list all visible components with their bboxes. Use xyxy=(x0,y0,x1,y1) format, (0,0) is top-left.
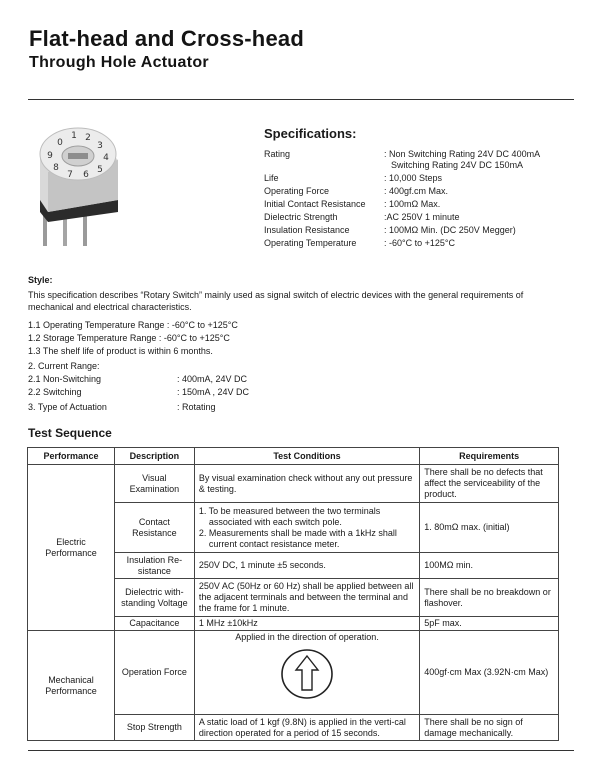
dial-digit: 2 xyxy=(85,133,91,143)
requirement-cell: 100MΩ min. xyxy=(420,553,559,579)
condition-text: Applied in the direction of operation. xyxy=(235,632,379,642)
requirement-cell: There shall be no sign of damage mechanically. xyxy=(420,715,559,741)
style-item: 2.1 Non-Switching xyxy=(28,374,102,384)
spec-value: :AC 250V 1 minute xyxy=(384,212,460,222)
dial-digit: 9 xyxy=(47,151,53,161)
dial-digit: 7 xyxy=(67,170,73,180)
spec-value-line2: Switching Rating 24V DC 150mA xyxy=(391,160,524,170)
description-cell: Stop Strength xyxy=(114,715,194,741)
requirement-cell: 1. 80mΩ max. (initial) xyxy=(420,503,559,553)
test-sequence-title: Test Sequence xyxy=(28,426,112,440)
dial-digit: 5 xyxy=(97,165,103,175)
description-cell: Contact Resistance xyxy=(114,503,194,553)
spec-label: Life xyxy=(264,173,279,183)
condition-cell: 250V AC (50Hz or 60 Hz) shall be applied between all the adjacent terminals and between the terminal and the frame for 1 minute. xyxy=(194,579,419,617)
style-item: 3. Type of Actuation xyxy=(28,402,107,412)
condition-cell: A static load of 1 kgf (9.8N) is applied in the verti-cal direction operated for a period of 15 seconds. xyxy=(194,715,419,741)
footer-divider xyxy=(28,750,574,751)
dial-digit: 1 xyxy=(71,131,77,141)
requirement-cell: There shall be no defects that affect the serviceability of the product. xyxy=(420,465,559,503)
spec-value: : 100mΩ Max. xyxy=(384,199,441,209)
style-item-value: : 400mA, 24V DC xyxy=(177,374,248,384)
style-item: 1.2 Storage Temperature Range : -60°C to +125°C xyxy=(28,333,230,343)
spec-label: Dielectric Strength xyxy=(264,212,338,222)
dial-digit: 4 xyxy=(103,153,109,163)
page-subtitle: Through Hole Actuator xyxy=(29,54,209,71)
operation-direction-arrow-icon xyxy=(199,643,415,704)
description-cell: Capacitance xyxy=(114,617,194,631)
specifications-title: Specifications: xyxy=(264,126,357,141)
performance-group-electric: Electric Performance xyxy=(28,465,115,631)
dial-digit: 6 xyxy=(83,170,89,180)
table-header-row xyxy=(28,448,559,465)
style-item: 1.1 Operating Temperature Range : -60°C to +125°C xyxy=(28,320,238,330)
page-title: Flat-head and Cross-head xyxy=(29,26,304,51)
requirement-cell: 5pF max. xyxy=(420,617,559,631)
table-row xyxy=(28,631,559,715)
dial-digit: 0 xyxy=(57,138,63,148)
condition-line: 1. To be measured between the two terminals associated with each switch pole. xyxy=(198,505,381,527)
style-item: 1.3 The shelf life of product is within 6 months. xyxy=(28,346,213,356)
spec-value: : 10,000 Steps xyxy=(384,173,443,183)
style-item-value: : 150mA , 24V DC xyxy=(177,387,250,397)
spec-label: Insulation Resistance xyxy=(264,225,350,235)
header-divider xyxy=(28,99,574,100)
requirement-cell: 400gf·cm Max (3.92N·cm Max) xyxy=(420,631,559,715)
condition-cell: 1 MHz ±10kHz xyxy=(194,617,419,631)
spec-value: : -60°C to +125°C xyxy=(384,238,455,248)
column-header: Requirements xyxy=(420,448,559,465)
spec-label: Operating Temperature xyxy=(264,238,357,248)
style-heading: Style: xyxy=(28,275,53,285)
spec-value: : Non Switching Rating 24V DC 400mA xyxy=(384,149,541,159)
column-header: Test Conditions xyxy=(194,448,419,465)
style-description: This specification describes “Rotary Switch” mainly used as signal switch of electric devices with the general requirements of mechanical and electrical characteristics. xyxy=(28,290,524,312)
style-item: 2. Current Range: xyxy=(28,361,100,371)
description-cell: Operation Force xyxy=(114,631,194,715)
dial-digit: 8 xyxy=(53,163,59,173)
dial-digit: 3 xyxy=(97,141,103,151)
condition-cell xyxy=(194,631,419,715)
condition-cell xyxy=(194,503,419,553)
description-cell: Insulation Re-sistance xyxy=(114,553,194,579)
spec-label: Initial Contact Resistance xyxy=(264,199,366,209)
column-header: Description xyxy=(114,448,194,465)
condition-line: 2. Measurements shall be made with a 1kHz shall current contact resistance meter. xyxy=(198,527,397,549)
condition-cell: 250V DC, 1 minute ±5 seconds. xyxy=(194,553,419,579)
column-header: Performance xyxy=(28,448,115,465)
spec-value: : 400gf.cm Max. xyxy=(384,186,449,196)
rotary-switch-image xyxy=(26,120,126,248)
style-item-value: : Rotating xyxy=(177,402,216,412)
performance-group-mechanical: Mechanical Performance xyxy=(28,631,115,741)
test-sequence-table xyxy=(27,447,559,741)
spec-label: Operating Force xyxy=(264,186,330,196)
spec-label: Rating xyxy=(264,149,291,159)
description-cell: Dielectric with-standing Voltage xyxy=(114,579,194,617)
condition-cell: By visual examination check without any out pressure & testing. xyxy=(194,465,419,503)
description-cell: Visual Examination xyxy=(114,465,194,503)
requirement-cell: There shall be no breakdown or flashover. xyxy=(420,579,559,617)
spec-value: : 100MΩ Min. (DC 250V Megger) xyxy=(384,225,516,235)
table-row xyxy=(28,465,559,503)
style-item: 2.2 Switching xyxy=(28,387,82,397)
